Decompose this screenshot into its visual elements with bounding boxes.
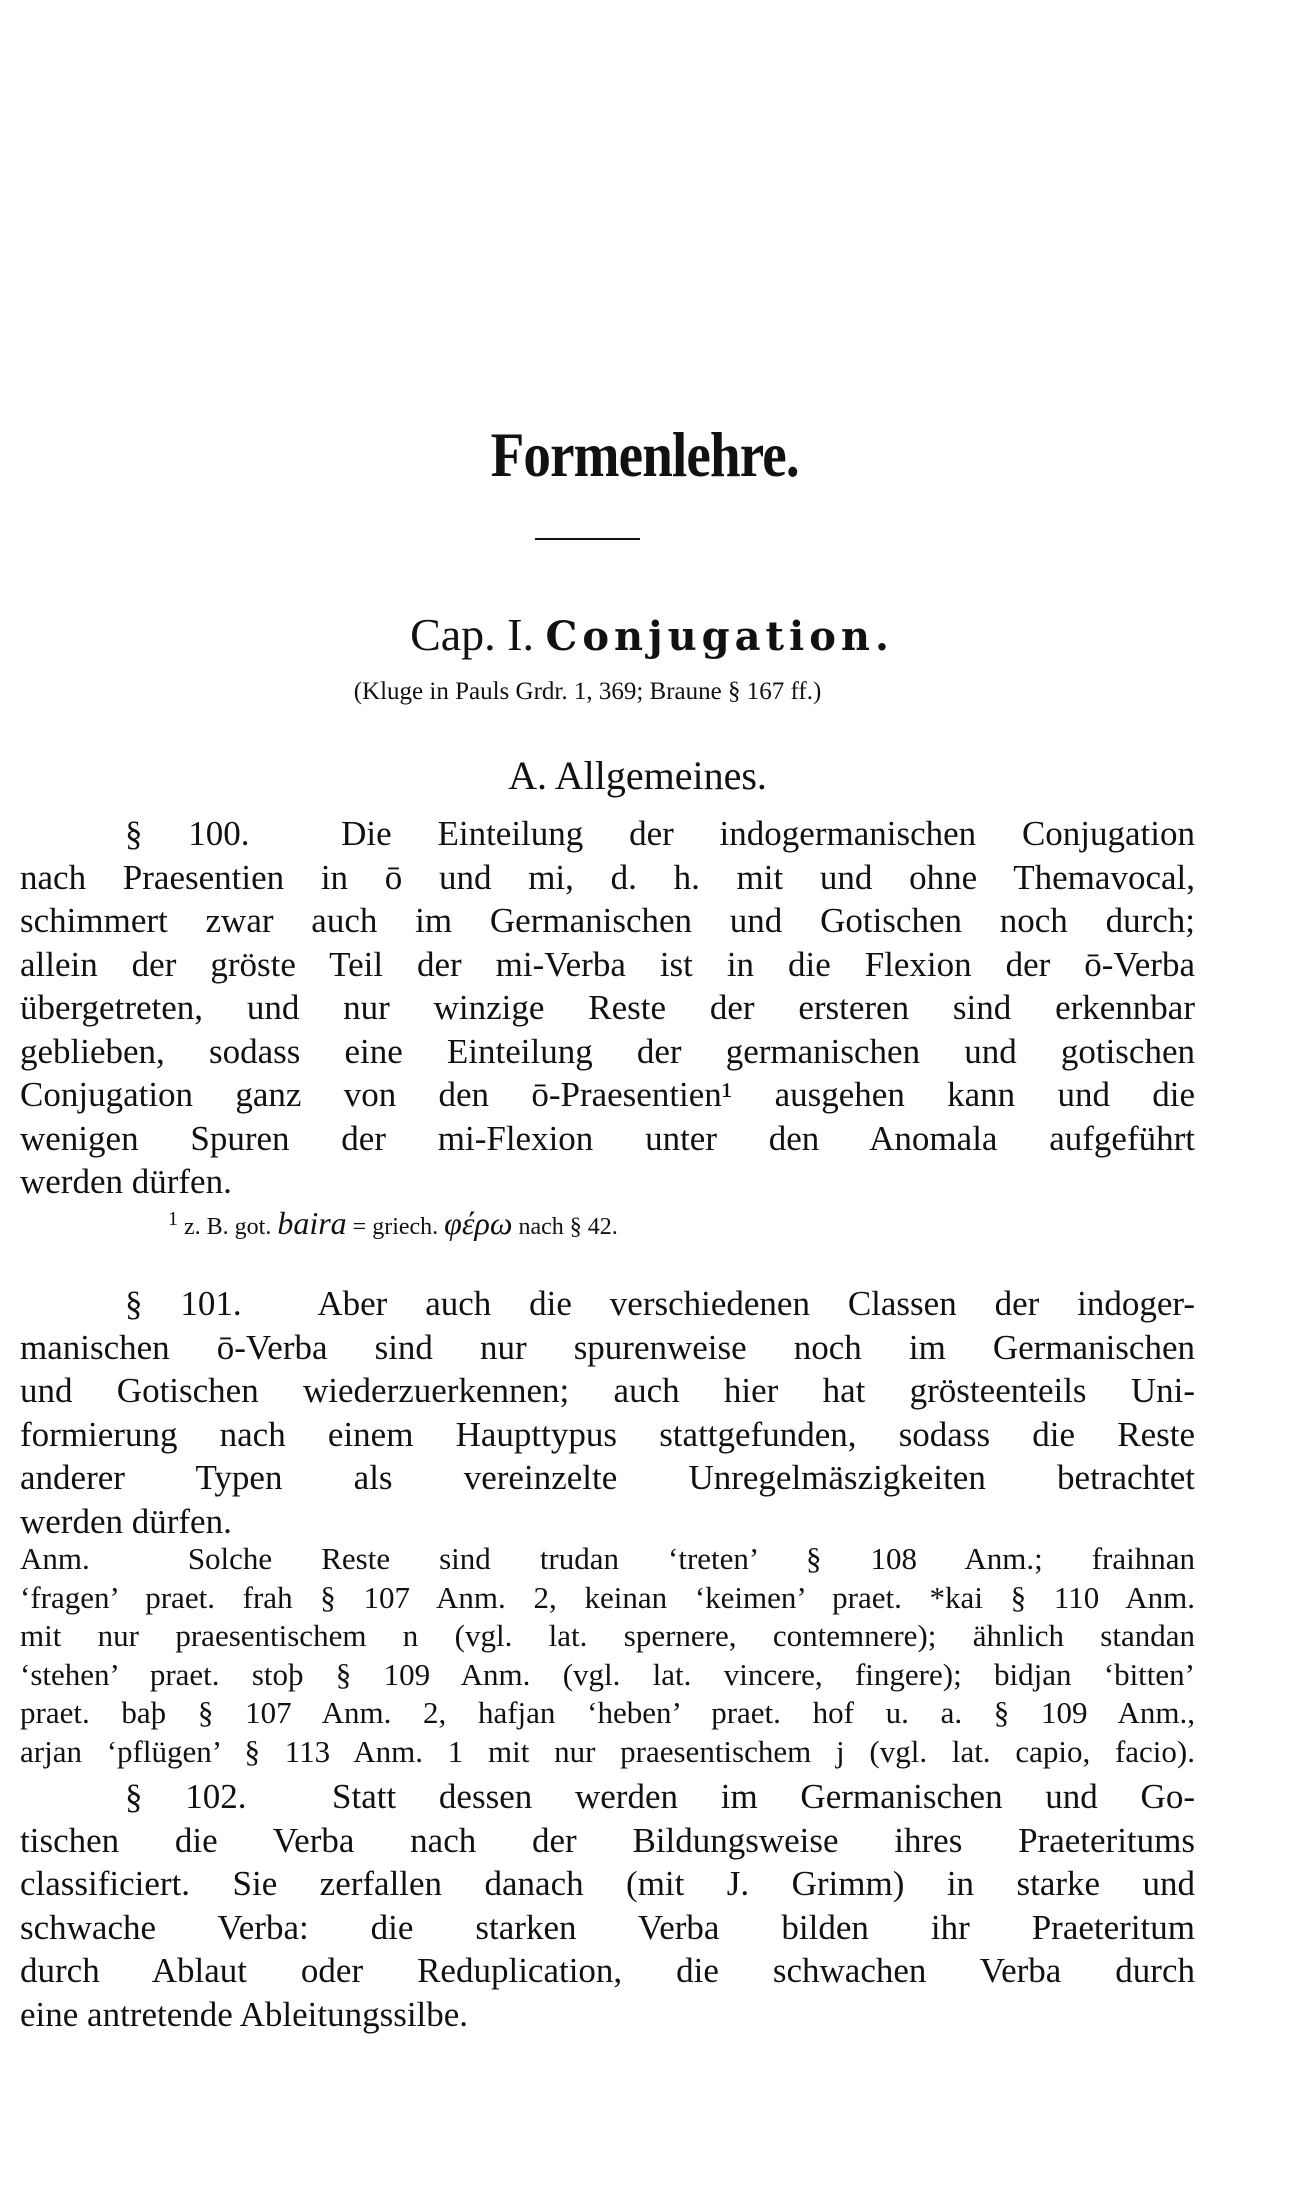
paragraph-line: anderer Typen als vereinzelte Unregelmäszigkeiten betrachtet [20, 1458, 1195, 1497]
paragraph-line: classificiert. Sie zerfallen danach (mit J. Grimm) in starke und [20, 1864, 1195, 1903]
paragraph-line: manischen ō-Verba sind nur spurenweise noch im Germanischen [20, 1327, 1195, 1367]
paragraph-line: übergetreten, und nur winzige Reste der ersteren sind erkennbar [20, 988, 1195, 1027]
paragraph-101 [20, 1282, 1195, 1543]
paragraph-number: § 102. [125, 1777, 247, 1816]
paragraph-line: schwache Verba: die starken Verba bilden ihr Praeteritum [20, 1907, 1195, 1947]
gothic-word: baira [277, 1205, 347, 1241]
paragraph-line: werden dürfen. [20, 1501, 232, 1541]
paragraph-line: wenigen Spuren der mi-Flexion unter den Anomala aufgeführt [20, 1118, 1195, 1158]
annotation-line: ‘fragen’ praet. frah § 107 Anm. 2, keinan ‘keimen’ praet. *kai § 110 Anm. [20, 1579, 1195, 1615]
paragraph-line: tischen die Verba nach der Bildungsweise ihres Praeteritums [20, 1820, 1195, 1860]
annotation-label: Anm. [20, 1541, 90, 1576]
annotation-line: arjan ‘pflügen’ § 113 Anm. 1 mit nur praesentischem j (vgl. lat. capio, facio). [20, 1733, 1195, 1769]
paragraph-line: eine antretende Ableitungssilbe. [20, 1994, 469, 2034]
annotation-line: praet. baþ § 107 Anm. 2, hafjan ‘heben’ praet. hof u. a. § 109 Anm., [20, 1695, 1195, 1730]
paragraph-line: durch Ablaut oder Reduplication, die schwachen Verba durch [20, 1951, 1195, 1990]
paragraph-line: nach Praesentien in ō und mi, d. h. mit und ohne Themavocal, [20, 857, 1195, 897]
section-heading: A. Allgemeines. [508, 753, 767, 798]
paragraph-line: allein der gröste Teil der mi-Verba ist in die Flexion der ō-Verba [20, 944, 1195, 984]
paragraph-line: werden dürfen. [20, 1162, 232, 1201]
paragraph-line: § 102. Statt dessen werden im Germanischen und Go- [125, 1777, 1195, 1816]
annotation-line: mit nur praesentischem n (vgl. lat. spernere, contemnere); ähnlich standan [20, 1618, 1195, 1653]
paragraph-line: geblieben, sodass eine Einteilung der germanischen und gotischen [20, 1031, 1195, 1071]
title-divider [535, 538, 640, 540]
footnote-1: $^1$ z. B. got. baira = griech. φέρω nach § 42. [168, 1205, 618, 1241]
chapter-prefix: Cap. I. [410, 609, 534, 660]
page-title: Formenlehre. [490, 419, 799, 490]
annotation-line: Anm. Solche Reste sind trudan ‘treten’ § 108 Anm.; fraihnan [20, 1541, 1195, 1576]
paragraph-line: § 100. Die Einteilung der indogermanischen Conjugation [125, 814, 1195, 853]
paragraph-line: und Gotischen wiederzuerkennen; auch hier hat grösteenteils Uni- [20, 1371, 1195, 1410]
footnote-marker: 1 [168, 1208, 178, 1230]
paragraph-line: formierung nach einem Haupttypus stattgefunden, sodass die Reste [20, 1414, 1195, 1454]
chapter-name: Conjugation. [545, 613, 894, 660]
paragraph-number: § 100. [125, 814, 250, 853]
paragraph-100 [20, 812, 1195, 1204]
paragraph-line: § 101. Aber auch die verschiedenen Classen der indoger- [125, 1284, 1196, 1323]
paragraph-line: Conjugation ganz von den ō-Praesentien¹ ausgehen kann und die [20, 1075, 1195, 1114]
chapter-heading [0, 608, 1304, 661]
annotation-note [20, 1540, 1195, 1771]
annotation-line: ‘stehen’ praet. stoþ § 109 Anm. (vgl. lat. vincere, fingere); bidjan ‘bitten’ [20, 1656, 1195, 1692]
source-reference: (Kluge in Pauls Grdr. 1, 369; Braune § 167 ff.) [353, 678, 822, 705]
paragraph-number: § 101. [125, 1284, 242, 1323]
greek-word: φέρω [444, 1205, 513, 1241]
paragraph-line: schimmert zwar auch im Germanischen und Gotischen noch durch; [20, 901, 1195, 940]
paragraph-102 [20, 1775, 1195, 2036]
